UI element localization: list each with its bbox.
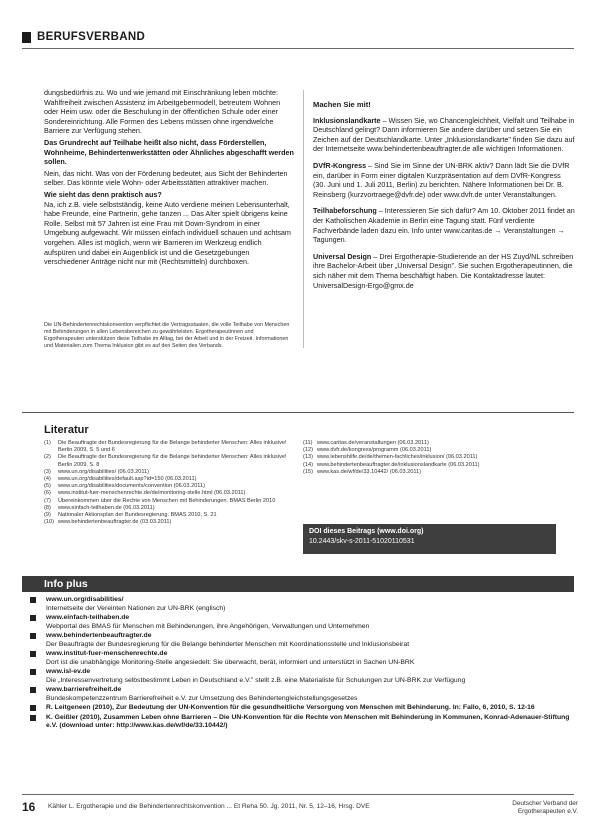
reference-item: (1) Die Beauftragte der Bundesregierung für die Belange behinderter Menschen: Alles inklusive! Berlin 2009, S. 5 und 6	[44, 440, 287, 454]
question-heading: Wie sieht das denn praktisch aus?	[44, 189, 162, 199]
section-square-icon	[22, 32, 31, 43]
reference-item: (11) www.caritas.de/veranstaltungen (06.03.2011)	[303, 440, 429, 446]
left-column	[44, 88, 294, 269]
right-item-4: Universal Design – Drei Ergotherapie-Studierende an der HS Zuyd/NL schreiben ihre Bachelor-Arbeit über „Universal Design". Sie suchen Ergotherapeutinnen, die sich näher mit dem Thema beschäftigt haben. Die Kontaktadresse lautet: UniversalDesign-Ergo@gmx.de	[313, 251, 574, 290]
info-link[interactable]: www.institut-fuer-menschenrechte.de	[46, 650, 168, 657]
reference-item: (6) www.institut-fuer-menschenrechte.de/de/monitoring-stelle.html (06.03.2011)	[44, 490, 246, 497]
info-link[interactable]: www.behindertenbeauftragter.de	[46, 632, 152, 639]
reference-item: (14) www.behindertenbeauftragter.de/inklusionslandkarte (06.03.2011)	[303, 461, 480, 468]
reference-item: (15) www.kas.de/wf/de/33.10442/ (06.03.2011)	[303, 468, 422, 475]
bullet-square-icon	[30, 715, 36, 721]
doi-label: DOI dieses Beitrags (www.doi.org)	[309, 528, 424, 535]
info-item	[22, 714, 574, 731]
references-right	[303, 440, 565, 476]
paragraph-4: Na, ich z.B. viele selbstständig, keine Auto verdiene meinen Lebensunterhalt, habe Freunde, eine Partnerin, gehe tanzen ... Das Alter spielt übrigens keine Rolle. Selbst mit 57 Jahren ist eine Frau mit Down-Syndrom in einer Umgebung aufgewacht. Wir müssen einfach individuell schauen und achtsam vorgehen. Alles ist möglich, wenn wir Barrieren im Werkzeug endlich aufspüren und dabei ein Augenblick ist und die Gesetzgebungen verschiedener Anträge nicht nur mit (Rechtsmitteln) durchboxen.	[44, 199, 291, 267]
bullet-square-icon	[30, 651, 36, 657]
reference-item: (3) www.un.org/disabilities/ (06.03.2011)	[44, 468, 149, 475]
info-link[interactable]: www.isl-ev.de	[46, 668, 91, 675]
info-reference: R. Leitgeneen (2010), Zur Bedeutung der UN-Konvention für die gesundheitliche Versorgung von Menschen mit Behinderung. In: Fallo, 6, 2010, S. 12-16	[46, 704, 535, 711]
info-plus-header: Info plus	[22, 576, 574, 592]
bullet-square-icon	[30, 615, 36, 621]
bullet-square-icon	[30, 687, 36, 693]
section-title: BERUFSVERBAND	[37, 31, 146, 43]
info-link[interactable]: www.un.org/disabilities/	[46, 596, 124, 603]
right-item-2: DVfR-Kongress – Sind Sie im Sinne der UN-BRK aktiv? Dann lädt Sie die DVfR ein, darüber in Form einer digitalen Kurzpräsentation auf dem DVfR-Kongress (30. Juni und 1. Juli 2011, Berlin) zu berichten. Nähere Informationen bei Dr. B. Reinsberg (kurzvortraege@dvfr.de) oder www.dvfr.de unter Veranstaltungen.	[313, 160, 570, 199]
info-item: www.behindertenbeauftragter.de Der Beauftragte der Bundesregierung für die Belange behinderter Menschen mit Koordinationsstelle und Inklusionsbeirat	[22, 632, 574, 649]
info-reference: K. Geißler (2010), Zusammen Leben ohne Barrieren – Die UN-Konvention für die Rechte von Menschen mit Behinderung in Kommunen, Konrad-Adenauer-Stiftung e.V. (download unter: http://www.kas.de/wf/de/33.10442/)	[46, 713, 570, 729]
literatur-title: Literatur	[44, 424, 89, 436]
info-plus-list	[22, 596, 574, 732]
info-link[interactable]: www.einfach-teilhaben.de	[46, 614, 130, 621]
footer-divider	[22, 794, 574, 795]
paragraph-3: Nein, das nicht. Was von der Förderung bedeutet, aus Sicht der Behinderten selber. Das könnte viele Wohn- oder Arbeitsstätten attraktiver machen.	[44, 168, 288, 188]
footer-citation: Kähler L. Ergotherapie und die Behindertenrechtskonvention ... Et Reha 50. Jg. 2011, Nr. 5, 12–16, Hrsg. DVE	[48, 803, 370, 810]
author-note: Die UN-Behindertenrechtskonvention verpflichtet die Vertragsstaaten, die volle Teilhabe von Menschen mit Behinderungen in allen Lebensbereichen zu gewährleisten. Ergotherapeutinnen und Ergotherapeuten unterstützen diese Teilhabe im Alltag, bei der Arbeit und in der Freizeit. Informationen und Materialien zum Thema Inklusion gibt es auf den Seiten des Verbands.	[44, 322, 290, 349]
column-divider	[303, 90, 304, 348]
reference-item: (13) www.lebenshilfe.de/de/themen-fachliches/inklusion/ (06.03.2011)	[303, 454, 478, 461]
section-header	[22, 28, 145, 46]
doi-value: 10.2443/skv-s-2011-51020110531	[309, 538, 415, 545]
reference-item: (9) Nationaler Aktionsplan der Bundesregierung. BMAS 2010, S. 21	[44, 512, 217, 519]
doi-box	[303, 524, 556, 554]
info-item: www.barrierefreiheit.de Bundeskompetenzzentrum Barrierefreiheit e.V. zur Umsetzung des Behindertengleichstellungsgesetzes	[22, 686, 574, 703]
paragraph-1: dungsbedürfnis zu. Wo und wie jemand mit Einschränkung leben möchte: Wahlfreiheit zwischen Assistenz im Arbeitgebermodell, betreutem Wohnen oder Heim usw. oder die Beschulung in der öffentlichen Schule oder einer Sondereinrichtung. Alle Formen des Lebens müssen ohne irgendwelche Barriere zur Verfügung stehen.	[44, 88, 281, 136]
reference-item: (7) Übereinkommen über die Rechte von Menschen mit Behinderungen. BMAS Berlin 2010	[44, 497, 276, 504]
right-item-3: Teilhabeforschung – Interessieren Sie sich dafür? Am 10. Oktober 2011 findet an der Katholischen Akademie in Berlin eine Tagung statt. Fünf verdiente Fachverbände laden dazu ein. Info unter www.caritas.de → Veranstaltungen → Tagungen.	[313, 206, 575, 245]
bullet-square-icon	[30, 633, 36, 639]
literatur-divider	[22, 412, 574, 413]
bullet-square-icon	[30, 669, 36, 675]
info-item: www.einfach-teilhaben.de Webportal des BMAS für Menschen mit Behinderungen, ihre Angehörigen, Verwaltungen und Unternehmen	[22, 614, 574, 631]
right-column	[313, 100, 575, 292]
header-divider	[22, 48, 574, 49]
references-left	[44, 440, 294, 526]
bullet-square-icon	[30, 597, 36, 603]
paragraph-question-bold: Das Grundrecht auf Teilhabe heißt also nicht, dass Förderstellen, Wohnheime, Behindertenwerkstätten oder Ähnliches abgeschafft werden sollen.	[44, 137, 294, 167]
reference-item: (10) www.behindertenbeauftragter.de (03.03.2011)	[44, 519, 172, 526]
reference-item: (2) Die Beauftragte der Bundesregierung für die Belange behinderter Menschen: Alles inklusive! Berlin 2009, S. 8	[44, 454, 287, 468]
page-number: 16	[22, 800, 36, 814]
info-link[interactable]: www.barrierefreiheit.de	[46, 686, 122, 693]
right-item-1: Inklusionslandkarte – Wissen Sie, wo Chancengleichheit, Vielfalt und Teilhabe in Deutschland gelingt? Dann informieren Sie andere darüber und setzen Sie ein Zeichen auf der Deutschlandkarte. Unter „Inklusionslandkarte" finden Sie dazu auf der Internetseite www.behindertenbeauftragter.de alle wichtigen Informationen.	[313, 115, 575, 154]
reference-item: (4) www.un.org/disabilities/default.asp?id=150 (06.03.2011)	[44, 476, 197, 483]
reference-item: (5) www.un.org/disabilities/documents/convention (06.03.2011)	[44, 483, 205, 490]
info-item: www.un.org/disabilities/ Internetseite der Vereinten Nationen zur UN-BRK (englisch)	[22, 596, 574, 613]
machen-sie-mit-heading: Machen Sie mit!	[313, 100, 371, 109]
bullet-square-icon	[30, 705, 36, 711]
info-item: www.institut-fuer-menschenrechte.de Dort ist die unabhängige Monitoring-Stelle angesiedelt: Sie überwacht, berät, informiert und unterstützt in Sachen UN-BRK	[22, 650, 574, 667]
info-item: www.isl-ev.de Die „Interessenvertretung selbstbestimmt Leben in Deutschland e.V." stellt z.B. eine Materialiste für Schulungen zur UN-BRK zur Verfügung	[22, 668, 574, 685]
reference-item: (8) www.einfach-teilhaben.de (06.03.2011)	[44, 504, 155, 511]
reference-item: (12) www.dvfr.de/kongress/programm (06.03.2011)	[303, 447, 432, 454]
info-item	[22, 704, 574, 713]
footer-organization: Deutscher Verband der Ergotherapeuten e.V.	[512, 800, 578, 815]
